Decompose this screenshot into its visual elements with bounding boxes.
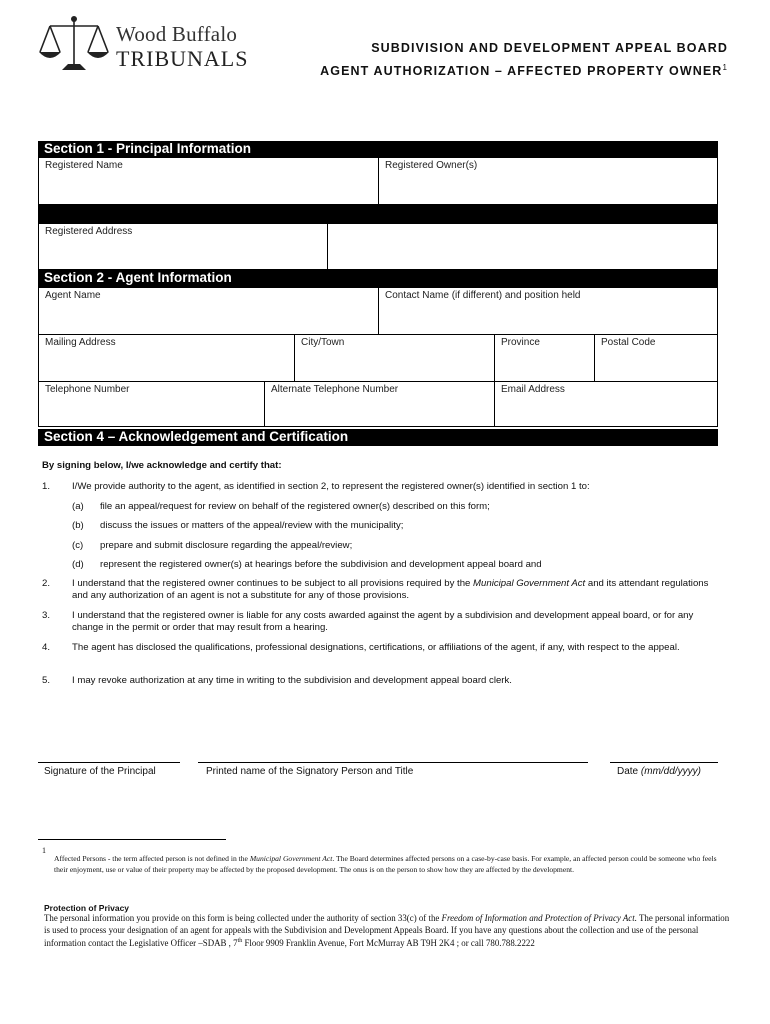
email-field[interactable] [495,382,717,426]
ack-item-2-number: 2. [42,578,51,589]
mailing-address-label: Mailing Address [45,337,116,348]
registered-name-label: Registered Name [45,160,123,171]
ack-sub-d-text: represent the registered owner(s) at hearings before the subdivision and development appeal board and [100,559,542,570]
date-line[interactable] [610,762,718,763]
footnote-mark: 1 [42,846,46,855]
registered-name-field[interactable] [39,158,379,204]
section4-intro: By signing below, I/we acknowledge and certify that: [42,460,282,471]
form-title-line1: SUBDIVISION AND DEVELOPMENT APPEAL BOARD [371,41,728,55]
section1-title: Section 1 - Principal Information [38,141,718,157]
footnote-post: . The Board determines affected persons on a case-by-case basis. For example, an affected person could be someone who feels their enjoyment, use or value of their property may be affected by the proposed development. The onus is on the person to show how they are affected by the development. [54,854,717,874]
privacy-heading: Protection of Privacy [44,903,130,913]
form-title [320,38,728,81]
registered-owners-label: Registered Owner(s) [385,160,478,171]
ack-sub-b-label: (b) [72,520,84,531]
ack-item-5-text: I may revoke authorization at any time in writing to the subdivision and development appeal board clerk. [72,675,512,686]
postal-code-field[interactable] [595,335,717,381]
ack-item-2-act: Municipal Government Act [473,578,586,589]
city-town-field[interactable] [295,335,495,381]
ack-item-3-number: 3. [42,610,51,621]
privacy-post: Floor 9909 Franklin Avenue, Fort McMurray AB T9H 2K4 ; or call 780.788.2222 [242,938,535,949]
agent-name-field[interactable] [39,288,379,334]
privacy-pre: The personal information you provide on this form is being collected under the authority of section 33(c) of the [44,913,442,923]
ack-sub-d-label: (d) [72,559,84,570]
ack-item-1-text: I/We provide authority to the agent, as identified in section 2, to represent the registered owner(s) identified in section 1 to: [72,481,590,492]
wood-buffalo-logo [36,12,249,78]
logo-text-wood-buffalo: Wood Buffalo [116,22,238,46]
date-label [617,766,701,777]
registered-owners-field[interactable] [379,158,717,204]
privacy-text [44,913,734,950]
alt-telephone-label: Alternate Telephone Number [271,384,399,395]
footnote-reference: 1 [722,63,728,72]
ack-sub-b-text: discuss the issues or matters of the appeal/review with the municipality; [100,520,404,531]
section1-address-row [38,223,718,270]
agent-name-label: Agent Name [45,290,101,301]
footnote-text [54,853,730,875]
mailing-address-field[interactable] [39,335,295,381]
ack-item-3-text: I understand that the registered owner is liable for any costs awarded against the agent by a subdivision and development appeal board, or for any change in the permit or order that may result from a hearing. [72,610,694,633]
section2-title: Section 2 - Agent Information [38,270,718,287]
section2-table [38,287,718,427]
form-title-line2-text: AGENT AUTHORIZATION – AFFECTED PROPERTY OWNER [320,64,723,79]
ack-item-1-number: 1. [42,481,51,492]
principal-signature-label: Signature of the Principal [44,766,156,777]
section4-title: Section 4 – Acknowledgement and Certification [38,429,718,446]
privacy-mid: The personal information is used to process your designation of an agent for appeals with the Subdivision and Development Appeals Board. If you have any questions about the collection and use of the personal information contact the Legislative Officer –SDAB , 7 [44,913,730,949]
logo-text-tribunals: TRIBUNALS [116,46,249,71]
telephone-field[interactable] [39,382,265,426]
ack-item-2-pre: I understand that the registered owner continues to be subject to all provisions required by the [72,578,474,589]
ack-sub-c-text: prepare and submit disclosure regarding the appeal/review; [100,540,353,551]
province-field[interactable] [495,335,595,381]
email-label: Email Address [501,384,565,395]
privacy-act: Freedom of Information and Protection of Privacy Act. [441,913,637,923]
scales-of-justice-icon [36,12,112,74]
section1-name-row [38,157,718,205]
ack-sub-a-text: file an appeal/request for review on behalf of the registered owner(s) described on this form; [100,501,490,512]
registered-address-field-extra[interactable] [328,224,717,269]
printed-name-line[interactable] [198,762,588,763]
alt-telephone-field[interactable] [265,382,495,426]
ack-item-5-number: 5. [42,675,51,686]
telephone-label: Telephone Number [45,384,130,395]
ack-item-4-number: 4. [42,642,51,653]
date-format: (mm/dd/yyyy) [640,766,701,777]
footnote-separator [38,839,226,840]
date-label-text: Date [617,766,639,777]
ack-item-4-text: The agent has disclosed the qualifications, professional designations, certifications, or affiliations of the agent, if any, with respect to the appeal. [72,642,680,653]
registered-address-label: Registered Address [45,226,133,237]
ack-item-2-text [72,578,722,602]
province-label: Province [501,337,540,348]
postal-code-label: Postal Code [601,337,656,348]
ack-sub-a-label: (a) [72,501,84,512]
form-title-line2 [320,58,728,81]
principal-signature-line[interactable] [38,762,180,763]
section1-divider-bar [38,205,718,223]
contact-name-field[interactable] [379,288,717,334]
footnote-act: Municipal Government Act [249,854,333,863]
city-town-label: City/Town [301,337,345,348]
privacy-floor-sup: th [237,938,243,945]
ack-item-2-post: and its attendant regulations and any authorization of an agent is not a substitute for any of those provisions. [72,578,709,601]
printed-name-label: Printed name of the Signatory Person and Title [206,766,414,777]
footnote-pre: Affected Persons - the term affected person is not defined in the [54,854,250,863]
contact-name-label: Contact Name (if different) and position held [385,290,581,301]
registered-address-field[interactable] [39,224,328,269]
ack-sub-c-label: (c) [72,540,84,551]
